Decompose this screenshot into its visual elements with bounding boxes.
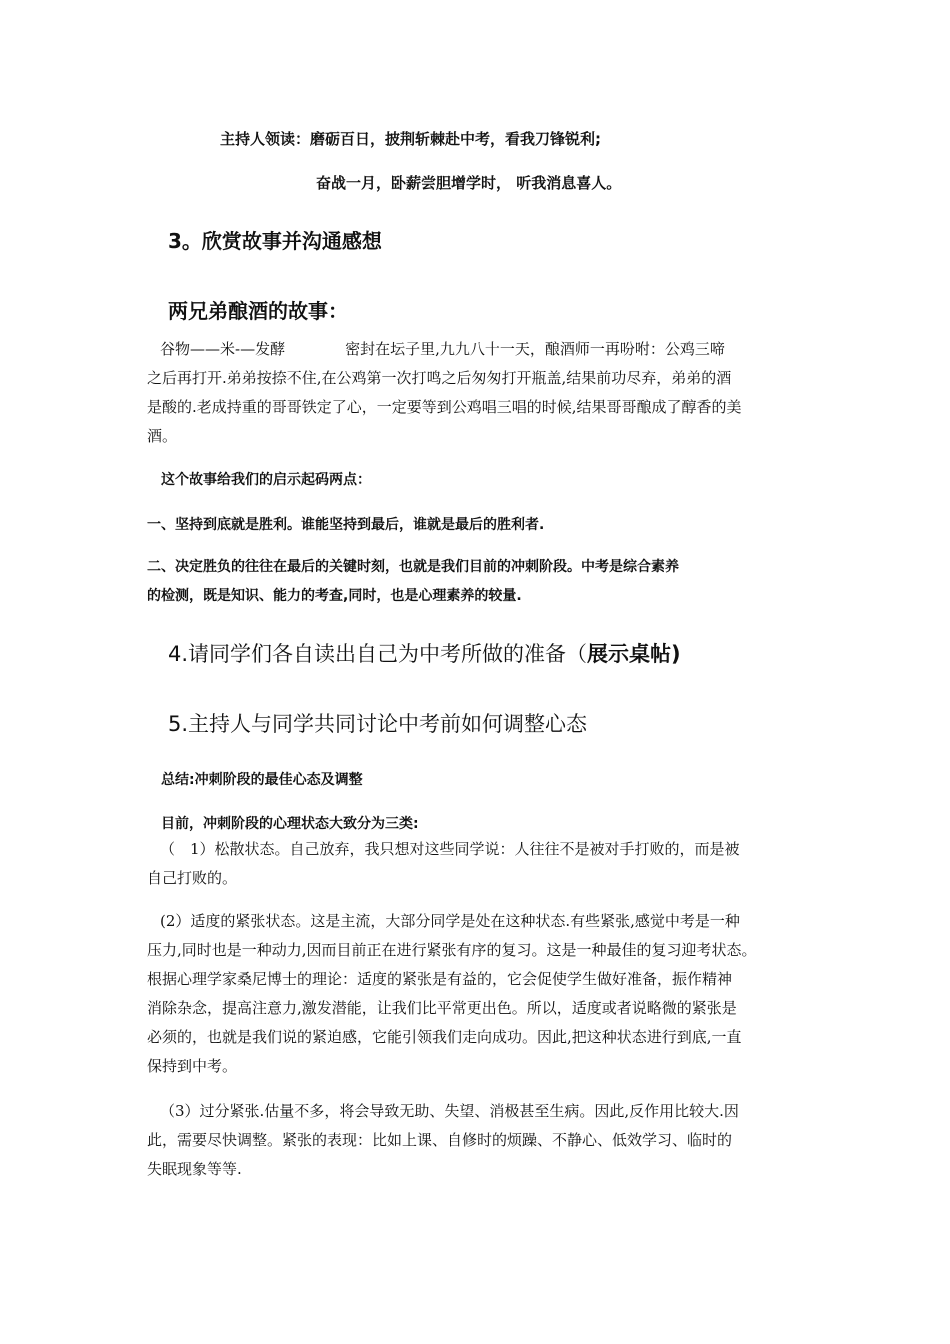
- story-title: 两兄弟酿酒的故事：: [168, 299, 348, 323]
- lesson-title: 这个故事给我们的启示起码两点：: [161, 472, 371, 488]
- heading-4-bold: 展示桌帖): [587, 642, 681, 666]
- lesson-two-line: 的检测，既是知识、能力的考查,同时，也是心理素养的较量.: [147, 588, 522, 604]
- host-reading-line-1: 主持人领读：磨砺百日，披荆斩棘赴中考，看我刀锋锐利;: [220, 130, 602, 148]
- state-two: [147, 907, 807, 1081]
- section-heading-5: 5.主持人与同学共同讨论中考前如何调整心态: [168, 712, 588, 736]
- section-heading-3: 3。欣赏故事并沟通感想: [168, 229, 382, 253]
- state-one-line: 自己打败的。: [147, 869, 238, 887]
- heading-4-text: 4.请同学们各自读出自己为中考所做的准备（: [168, 642, 588, 666]
- state-one-line: （ 1）松散状态。自己放弃，我只想对这些同学说：人往往不是被对手打败的，而是被: [160, 840, 740, 858]
- state-two-line: 消除杂念，提高注意力,激发潜能，让我们比平常更出色。所以，适度或者说略微的紧张是: [147, 999, 737, 1017]
- state-two-line: 压力,同时也是一种动力,因而目前正在进行紧张有序的复习。这是一种最佳的复习迎考状态。: [147, 941, 757, 959]
- state-two-line: 保持到中考。: [147, 1057, 238, 1075]
- state-two-line: 根据心理学家桑尼博士的理论：适度的紧张是有益的，它会促使学生做好准备，振作精神: [147, 970, 733, 988]
- state-three-line: （3）过分紧张.估量不多，将会导致无助、失望、消极甚至生病。因此,反作用比较大.因: [160, 1102, 739, 1120]
- lesson-two-line: 二、决定胜负的往往在最后的关键时刻，也就是我们目前的冲刺阶段。中考是综合素养: [147, 559, 679, 575]
- state-three: [147, 1097, 807, 1184]
- summary-title: 总结:冲刺阶段的最佳心态及调整: [161, 772, 363, 788]
- section-heading-4: [168, 638, 950, 668]
- story-line: 是酸的.老成持重的哥哥铁定了心，一定要等到公鸡唱三唱的时候,结果哥哥酿成了醇香的美: [147, 398, 742, 416]
- story-line: 酒。: [147, 427, 178, 445]
- state-one: [147, 835, 807, 893]
- state-three-line: 此，需要尽快调整。紧张的表现：比如上课、自修时的烦躁、不静心、低效学习、临时的: [147, 1131, 733, 1149]
- story-paragraph: [147, 335, 807, 451]
- host-reading-line-2: 奋战一月，卧薪尝胆增学时， 听我消息喜人。: [316, 174, 622, 192]
- states-title: 目前，冲刺阶段的心理状态大致分为三类:: [161, 816, 419, 832]
- state-two-line: (2）适度的紧张状态。这是主流，大部分同学是处在这种状态.有些紧张,感觉中考是一种: [160, 912, 740, 930]
- state-three-line: 失眠现象等等.: [147, 1160, 242, 1178]
- state-two-line: 必须的，也就是我们说的紧迫感，它能引领我们走向成功。因此,把这种状态进行到底,一直: [147, 1028, 742, 1046]
- lesson-two: [147, 553, 807, 611]
- story-line: 之后再打开.弟弟按捺不住,在公鸡第一次打鸣之后匆匆打开瓶盖,结果前功尽弃，弟弟的酒: [147, 369, 732, 387]
- lesson-one: 一、坚持到底就是胜利。谁能坚持到最后，谁就是最后的胜利者.: [147, 517, 545, 533]
- story-line: 谷物——米-—发酵 密封在坛子里,九九八十一天，酿酒师一再吩咐：公鸡三啼: [160, 340, 725, 358]
